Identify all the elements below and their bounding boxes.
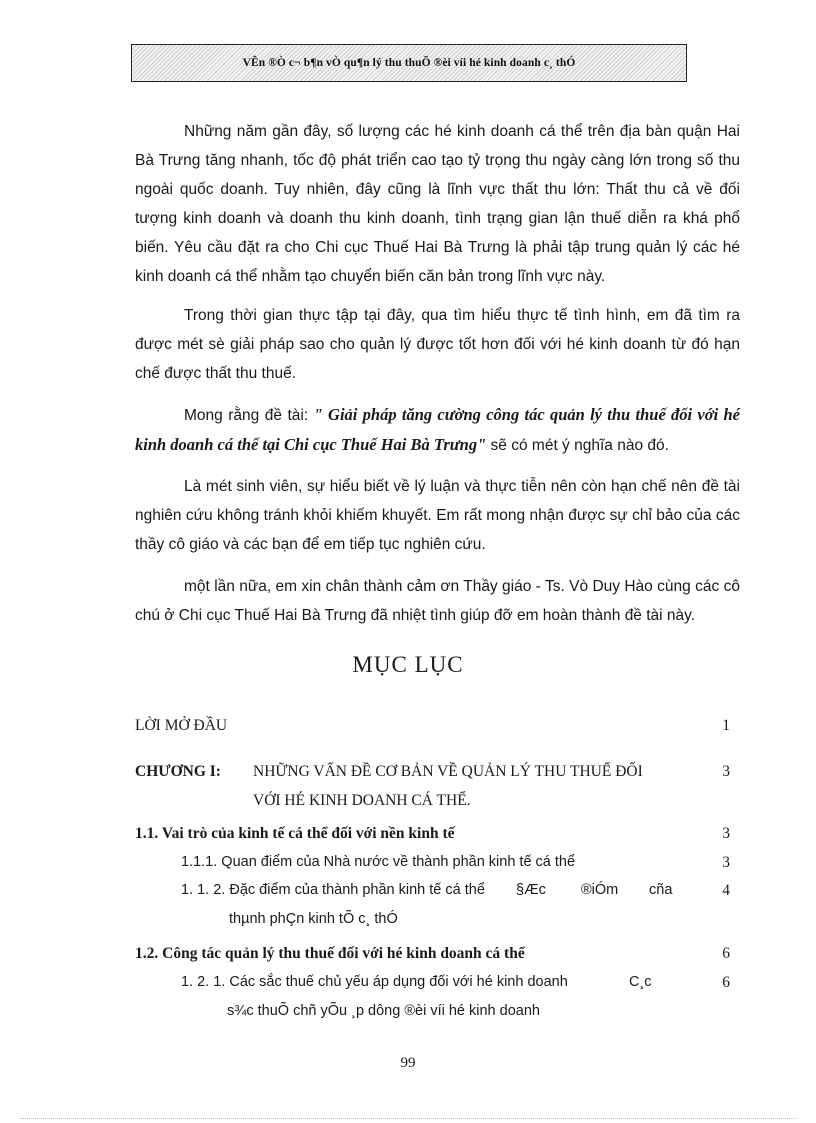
toc-entry-page: 3: [722, 763, 730, 780]
paragraph-5: một lần nữa, em xin chân thành cảm ơn Thầy giáo - Ts. Vò Duy Hào cùng các cô chú ở Chi cục Thuế Hai Bà Trưng đã nhiệt tình giúp đỡ em hoàn thành đề tài này.: [135, 578, 740, 624]
chapter-title-line-1: NHỮNG VẤN ĐỀ CƠ BẢN VỀ QUẢN LÝ THU THUẾ ĐỐI: [253, 763, 643, 780]
toc-entry-label: LỜI MỞ ĐẦU: [135, 717, 228, 734]
toc-entry-label-fragment: §Æc: [516, 882, 546, 898]
toc-entry-label-line-2: s¾c thuÕ chñ yÕu ¸p dông ®èi víi hé kinh doanh: [227, 1003, 540, 1019]
toc-entry-label-fragment: C¸c: [629, 974, 652, 990]
toc-entry-1-1[interactable]: [135, 825, 740, 843]
footer-divider: [20, 1118, 796, 1119]
toc-entry-label-line-2: thµnh phÇn kinh tÕ c¸ thÓ: [229, 911, 398, 927]
toc-entry-label: 1. 2. 1. Các sắc thuế chủ yếu áp dụng đối với hé kinh doanh: [181, 974, 568, 990]
page-number: 99: [400, 1055, 416, 1071]
toc-entry-page: 1: [722, 717, 730, 734]
paragraph-2: Trong thời gian thực tập tại đây, qua tìm hiểu thực tế tình hình, em đã tìm ra được mét sè giải pháp sao cho quản lý được tốt hơn đối với hé kinh doanh từ đó hạn chế được thất thu thuế.: [135, 307, 740, 382]
toc-entry-intro[interactable]: [135, 717, 740, 735]
chapter-title-line-2: VỚI HÉ KINH DOANH CÁ THỂ.: [253, 792, 471, 809]
toc-entry-label: 1.1.1. Quan điểm của Nhà nước về thành phần kinh tế cá thể: [181, 854, 576, 870]
paragraph-1: Những năm gần đây, số lượng các hé kinh doanh cá thể trên địa bàn quận Hai Bà Trưng tăng nhanh, tốc độ phát triển cao tạo tỷ trọng thu ngày càng lớn trong số thu ngoài quốc doanh. Tuy nhiên, đây cũng là lĩnh vực thất thu lớn: Thất thu cả về đối tượng kinh doanh và doanh thu kinh doanh, tình trạng gian lận thuế diễn ra khá phổ biến. Yêu cầu đặt ra cho Chi cục Thuế Hai Bà Trưng là phải tập trung quản lý các hé kinh doanh cá thể nhằm tạo chuyển biến căn bản trong lĩnh vực này.: [135, 123, 740, 285]
toc-entry-label: 1. 1. 2. Đặc điểm của thành phần kinh tế cá thể: [181, 882, 485, 898]
toc-title: MỤC LỤC: [352, 652, 464, 677]
toc-entry-page: 3: [722, 854, 730, 871]
paragraph-4: Là mét sinh viên, sự hiểu biết về lý luận và thực tiễn nên còn hạn chế nên đề tài nghiên cứu không tránh khỏi khiếm khuyết. Em rất mong nhận được sự chỉ bảo của các thầy cô giáo và các bạn để em tiếp tục nghiên cứu.: [135, 478, 740, 553]
paragraph-3: [135, 400, 740, 460]
running-header-title: VÊn ®Ò c¬ b¶n vÒ qu¶n lý thu thuÕ ®èi víi hé kinh doanh c¸ thÓ: [242, 57, 576, 69]
toc-entry-page: 6: [722, 974, 730, 991]
paragraph-3-intro: Mong rằng đề tài:: [184, 407, 314, 424]
toc-entry-label-fragment: cña: [649, 882, 673, 898]
toc-entry-label-fragment: ®iÓm: [581, 882, 619, 898]
thesis-title: " Giải pháp tăng cường công tác quản lý thu thuế đối với hé kinh doanh cá thể tại Chi cục Thuế Hai Bà Trưng": [135, 405, 740, 454]
toc-entry-page: 4: [722, 882, 730, 899]
toc-entry-label: 1.2. Công tác quản lý thu thuế đối với hé kinh doanh cá thể: [135, 945, 525, 962]
running-header: [131, 44, 687, 82]
toc-entry-page: 3: [722, 825, 730, 842]
toc-entry-1-2[interactable]: [135, 945, 740, 963]
toc-entry-page: 6: [722, 945, 730, 962]
paragraph-3-end: sẽ có mét ý nghĩa nào đó.: [486, 437, 669, 454]
toc-entry-label: 1.1. Vai trò của kinh tế cá thể đối với nền kinh tế: [135, 825, 455, 842]
chapter-label: CHƯƠNG I:: [135, 763, 221, 780]
